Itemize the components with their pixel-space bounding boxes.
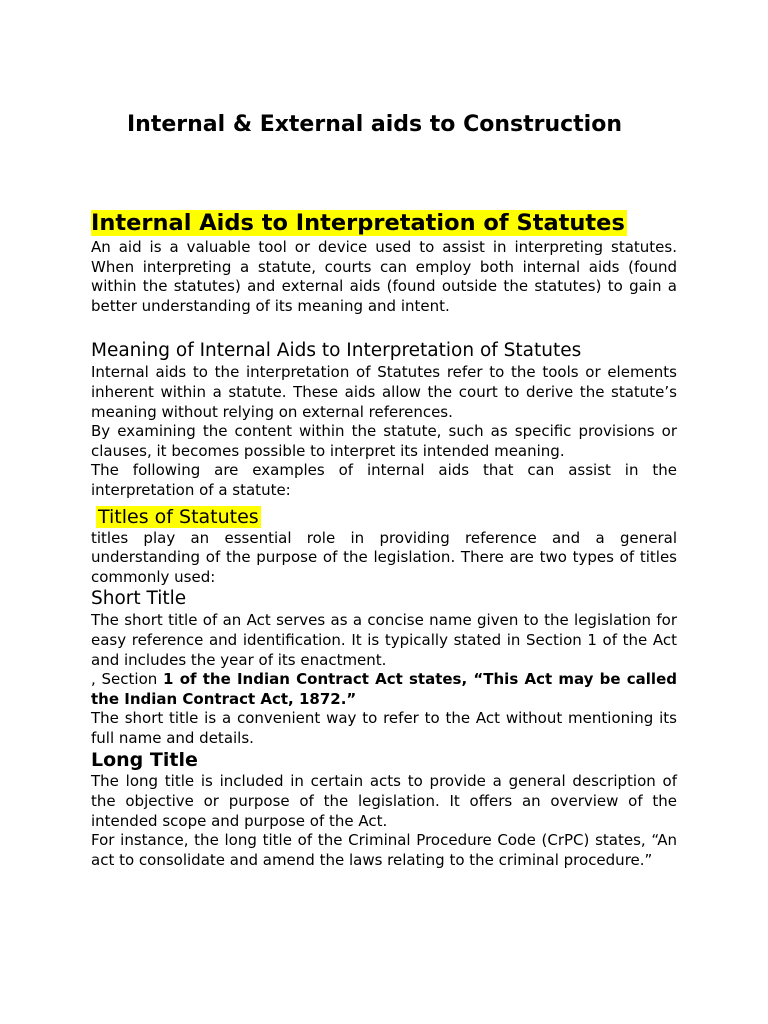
spacer [91,316,677,339]
example-quote: 1 of the Indian Contract Act states, “This Act may be called the Indian Contract Act, 1872.” [91,670,677,708]
meaning-paragraph-1: Internal aids to the interpretation of Statutes refer to the tools or elements inherent within a statute. These aids allow the court to derive the statute’s meaning without relying on external references. [91,363,677,421]
long-title-paragraph-2: For instance, the long title of the Criminal Procedure Code (CrPC) states, “An act to consolidate and amend the laws relating to the criminal procedure.” [91,831,677,869]
section-heading-titles [91,505,677,529]
long-title-paragraph-1: The long title is included in certain acts to provide a general description of the objective or purpose of the legislation. It offers an overview of the intended scope and purpose of the Act. [91,772,677,830]
meaning-paragraph-3: The following are examples of internal aids that can assist in the interpretation of a statute: [91,461,677,499]
titles-paragraph: titles play an essential role in providing reference and a general understanding of the purpose of the legislation. There are two types of titles commonly used: [91,528,677,586]
meaning-paragraph-2: By examining the content within the statute, such as specific provisions or clauses, it becomes possible to interpret its intended meaning. [91,422,677,460]
intro-paragraph: An aid is a valuable tool or device used to assist in interpreting statutes. When interpreting a statute, courts can employ both internal aids (found within the statutes) and external aids (found outside the statutes) to gain a better understanding of its meaning and intent. [91,238,677,315]
short-title-example [91,670,677,709]
highlighted-heading-text: Titles of Statutes [98,505,259,528]
section-heading-short-title: Short Title [91,588,187,610]
section-heading-long-title: Long Title [91,749,198,772]
document-body [91,208,677,870]
document-title: Internal & External aids to Construction [127,112,622,137]
short-title-paragraph-1: The short title of an Act serves as a concise name given to the legislation for easy reference and identification. It is typically stated in Section 1 of the Act and includes the year of its enactment. [91,611,677,669]
short-title-paragraph-2: The short title is a convenient way to refer to the Act without mentioning its full name and details. [91,709,677,747]
section-heading-internal-aids [91,208,677,238]
example-prefix: , Section [91,670,164,689]
highlighted-heading-text: Internal Aids to Interpretation of Statutes [91,210,625,236]
section-heading-meaning: Meaning of Internal Aids to Interpretation of Statutes [91,340,582,362]
